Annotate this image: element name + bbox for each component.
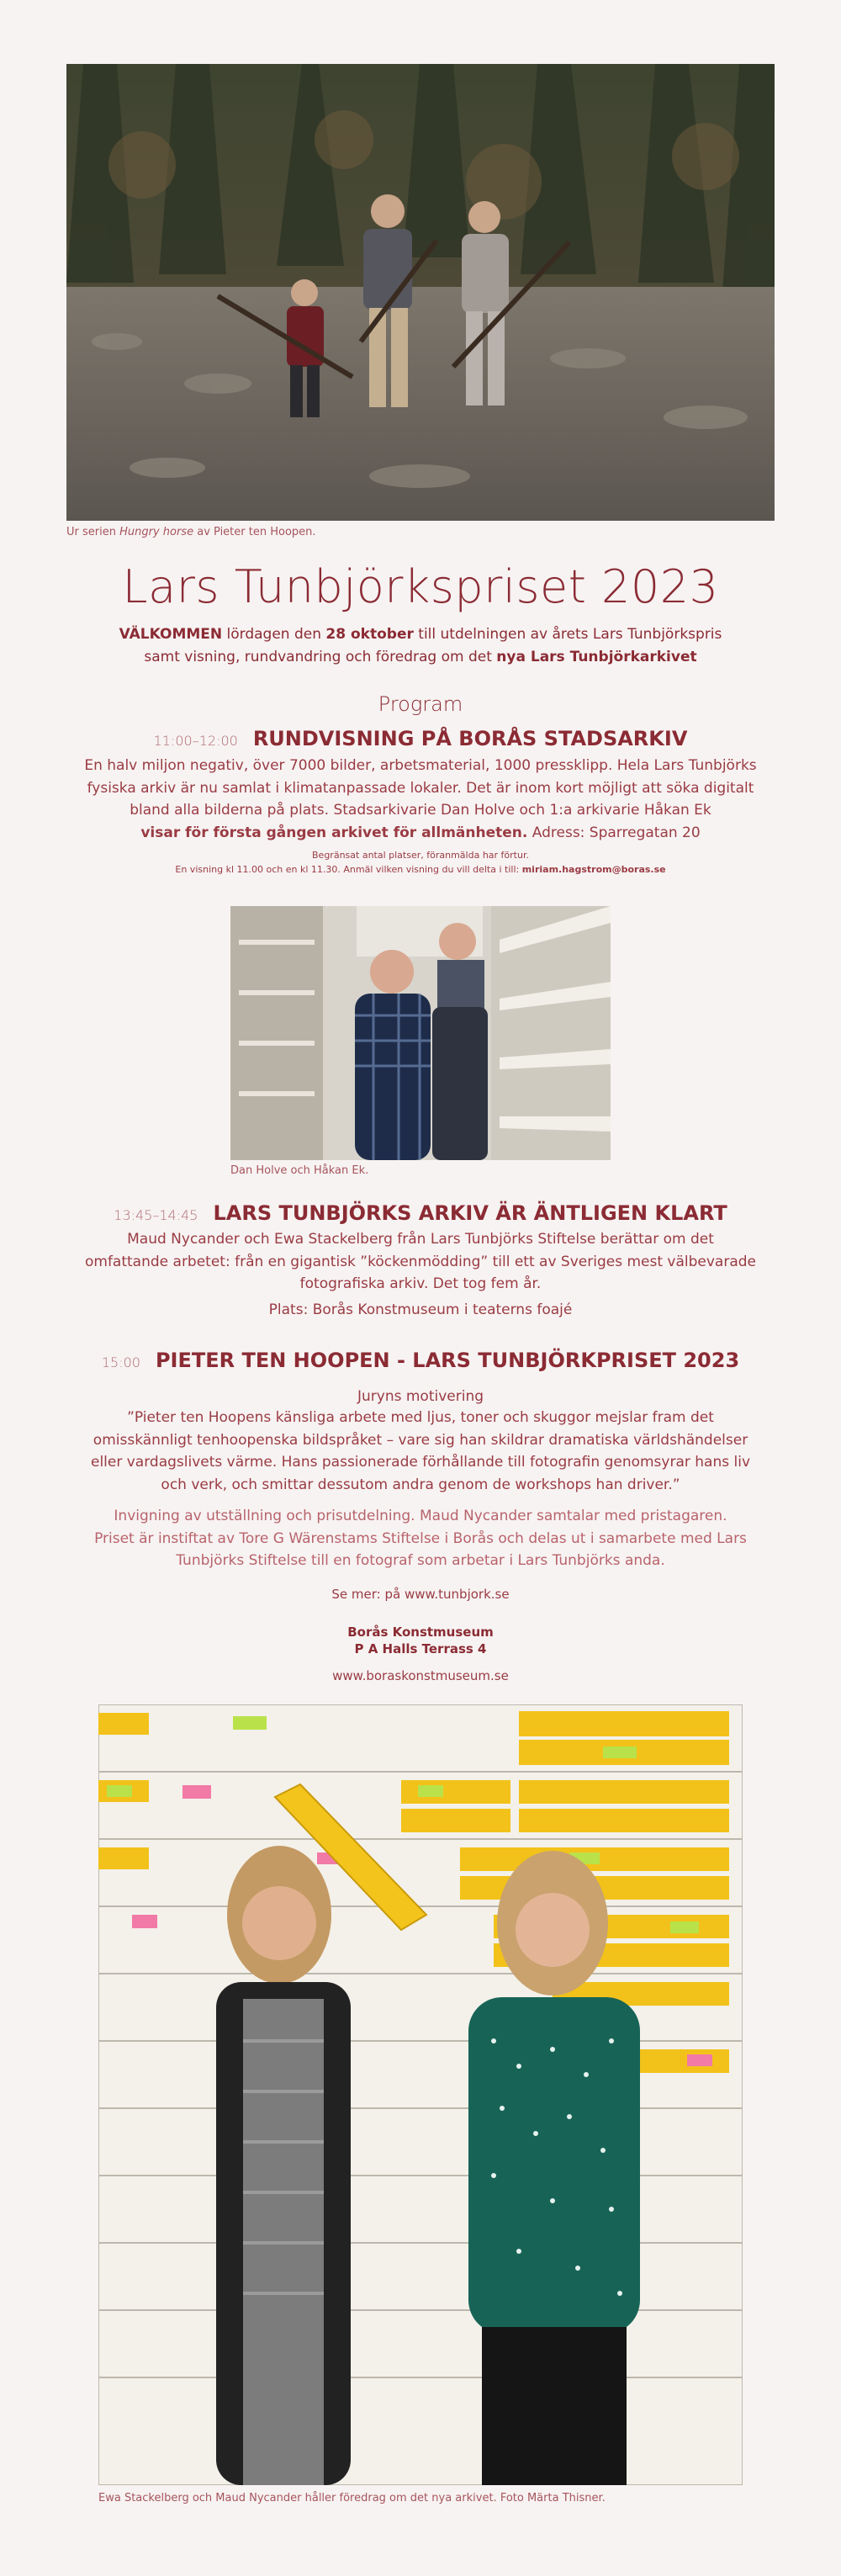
- booking-email-link[interactable]: miriam.hagstrom@boras.se: [521, 864, 666, 875]
- jury-line: eller vardagslivets värme. Hans passionerade förhållande till fotografin genomsyrar hans liv: [90, 1454, 751, 1471]
- section-1-line: En halv miljon negativ, över 7000 bilder, arbetsmaterial, 1000 pressklipp. Hela Lars Tunbjörks: [84, 757, 757, 774]
- section-1-notes: [0, 848, 841, 877]
- booking-instructions: En visning kl 11.00 och en kl 11.30. Anmäl vilken visning du vill delta i till:: [175, 864, 522, 875]
- section-1-address: Adress: Sparregatan 20: [527, 824, 701, 841]
- prize-line: Invigning av utställning och prisutdelning. Maud Nycander samtalar med pristagaren.: [114, 1508, 727, 1524]
- welcome-word: VÄLKOMMEN: [119, 626, 223, 643]
- section-3-time: 15:00: [101, 1354, 140, 1370]
- more-info-link[interactable]: Se mer: på www.tunbjork.se: [331, 1587, 510, 1602]
- prize-line: Tunbjörks Stiftelse till en fotograf som arbetar i Lars Tunbjörks anda.: [176, 1552, 665, 1569]
- prize-info: [0, 1505, 841, 1572]
- section-2-place: Plats: Borås Konstmuseum i teaterns foajé: [268, 1301, 573, 1318]
- section-2-line: Maud Nycander och Ewa Stackelberg från Lars Tunbjörks Stiftelse berättar om det: [127, 1231, 714, 1248]
- jury-line: ”Pieter ten Hoopens känsliga arbete med ljus, toner och skuggor mejslar fram det: [127, 1409, 714, 1426]
- event-date: 28 oktober: [325, 626, 414, 643]
- archive-photo: [230, 906, 611, 1160]
- section-2-title: LARS TUNBJÖRKS ARKIV ÄR ÄNTLIGEN KLART: [213, 1201, 727, 1225]
- intro-line1-rest: till utdelningen av årets Lars Tunbjörkspris: [413, 626, 722, 643]
- jury-line: omisskännligt tenhoopenska bildspråket – vare sig han skildrar dramatiska världshändelser: [93, 1431, 748, 1449]
- hero-caption-prefix: Ur serien: [66, 526, 120, 538]
- prize-line: Priset är instiftat av Tore G Wärenstams Stiftelse i Borås och delas ut i samarbete med Lars: [94, 1529, 747, 1547]
- jury-motivation: [0, 1407, 841, 1496]
- intro-date-prefix: lördagen den: [222, 626, 326, 643]
- section-1-line: bland alla bilderna på plats. Stadsarkivarie Dan Holve och 1:a arkivarie Håkan Ek: [130, 802, 711, 819]
- section-2-line: omfattande arbetet: från en gigantisk ”köckenmödding” till ett av Sveriges mest välbevarade: [84, 1253, 756, 1270]
- venue-website-link[interactable]: www.boraskonstmuseum.se: [332, 1668, 509, 1683]
- intro-line2: samt visning, rundvandring och föredrag om det: [144, 649, 497, 665]
- section-1-highlight: visar för första gången arkivet för allmänheten.: [140, 824, 528, 841]
- section-3-header: [0, 1349, 841, 1372]
- hero-caption: [66, 526, 316, 538]
- hero-photo: [66, 64, 775, 521]
- lecturers-photo: [98, 1704, 743, 2485]
- section-1-title: RUNDVISNING PÅ BORÅS STADSARKIV: [252, 727, 688, 750]
- archive-photo-caption: Dan Holve och Håkan Ek.: [230, 1164, 369, 1177]
- lecturers-photo-caption: Ewa Stackelberg och Maud Nycander håller föredrag om det nya arkivet. Foto Märta Thisner.: [98, 2492, 606, 2504]
- section-2-body: [0, 1228, 841, 1296]
- section-2-line: fotografiska arkiv. Det tog fem år.: [299, 1275, 542, 1292]
- section-1-time: 11:00–12:00: [153, 733, 238, 749]
- hero-caption-suffix: av Pieter ten Hoopen.: [193, 526, 316, 538]
- section-2-header: [0, 1201, 841, 1225]
- venue-name: Borås Konstmuseum: [347, 1625, 494, 1640]
- booking-note: Begränsat antal platser, föranmälda har förtur.: [312, 850, 529, 861]
- section-1-body: [0, 755, 841, 844]
- section-1-header: [0, 727, 841, 750]
- archive-name: nya Lars Tunbjörkarkivet: [496, 649, 697, 665]
- section-2-time: 13:45–14:45: [114, 1207, 198, 1223]
- section-1-line: fysiska arkiv är nu samlat i klimatanpassade lokaler. Det är inom kort möjligt att söka digitalt: [87, 779, 754, 797]
- venue-address: P A Halls Terrass 4: [354, 1641, 487, 1656]
- hero-caption-series: Hungry horse: [119, 526, 194, 538]
- jury-heading: Juryns motivering: [357, 1388, 484, 1405]
- program-heading: Program: [378, 692, 463, 716]
- intro-text: [0, 623, 841, 669]
- jury-line: och verk, och smittar dessutom andra genom de workshops han driver.”: [161, 1476, 680, 1493]
- page-title: Lars Tunbjörkspriset 2023: [122, 560, 719, 613]
- section-3-title: PIETER TEN HOOPEN - LARS TUNBJÖRKPRISET 2023: [155, 1349, 740, 1372]
